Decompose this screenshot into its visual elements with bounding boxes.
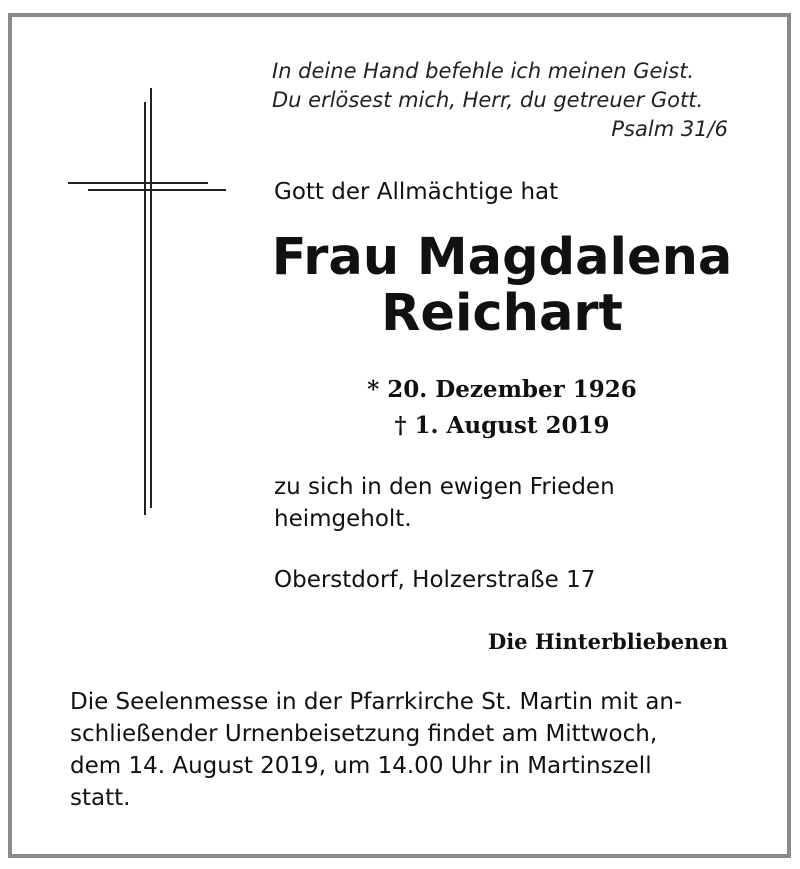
birth-date: * 20. Dezember 1926 [367,376,637,403]
service-line: schließender Urnenbeisetzung findet am Mittwoch, [70,721,658,747]
service-announcement [70,686,740,814]
quote-reference: Psalm 31/6 [611,117,728,141]
quote-line: Du erlösest mich, Herr, du getreuer Gott. [272,88,704,112]
service-line: dem 14. August 2019, um 14.00 Uhr in Martinszell [70,753,652,779]
bereaved-signature: Die Hinterbliebenen [487,629,728,654]
deceased-name [240,230,764,342]
service-line: statt. [70,785,131,811]
life-dates [240,372,764,444]
intro-text: Gott der Allmächtige hat [274,179,559,205]
service-line: Die Seelenmesse in der Pfarrkirche St. Martin mit an- [70,689,683,715]
psalm-quote [272,57,728,144]
address: Oberstdorf, Holzerstraße 17 [274,567,596,593]
peace-line: heimgeholt. [274,506,412,532]
peace-line: zu sich in den ewigen Frieden [274,474,615,500]
death-date: † 1. August 2019 [394,412,610,439]
peace-text [274,471,615,535]
deceased-name-line1: Frau Magdalena [271,228,733,287]
quote-line: In deine Hand befehle ich meinen Geist. [272,59,695,83]
deceased-name-line2: Reichart [381,284,623,343]
